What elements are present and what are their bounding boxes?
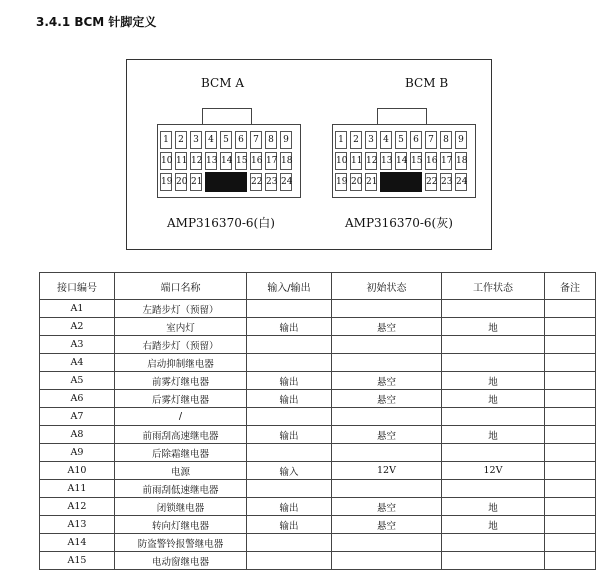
pin-16: 16 (250, 152, 262, 170)
connector-b-latch (377, 108, 427, 125)
cell-initial-state: 悬空 (332, 372, 442, 390)
pin-12: 12 (190, 152, 202, 170)
cell-pin-id: A12 (40, 498, 115, 516)
connector-a-body (157, 124, 301, 198)
table-row (40, 372, 596, 390)
table-row (40, 498, 596, 516)
cell-io: 输出 (247, 516, 332, 534)
pin-13: 13 (380, 152, 392, 170)
cell-port-name: 前雨刮低速继电器 (115, 480, 247, 498)
cell-port-name: 后雾灯继电器 (115, 390, 247, 408)
header-pin-id: 接口编号 (40, 273, 115, 300)
pin-8: 8 (440, 131, 452, 149)
cell-working-state (442, 300, 545, 318)
blocked-cavity (205, 172, 247, 192)
pin-10: 10 (335, 152, 347, 170)
pin-18: 18 (280, 152, 292, 170)
cell-working-state: 地 (442, 318, 545, 336)
cell-port-name: 室内灯 (115, 318, 247, 336)
pin-21: 21 (190, 173, 202, 191)
pin-24: 24 (280, 173, 292, 191)
connector-b-title: BCM B (405, 76, 449, 90)
cell-initial-state: 悬空 (332, 516, 442, 534)
section-title: 3.4.1 BCM 针脚定义 (36, 15, 157, 29)
table-row (40, 480, 596, 498)
cell-remarks (545, 318, 596, 336)
blocked-cavity (380, 172, 422, 192)
cell-port-name: 后除霜继电器 (115, 444, 247, 462)
cell-remarks (545, 390, 596, 408)
cell-io (247, 444, 332, 462)
cell-port-name: 电动窗继电器 (115, 552, 247, 570)
cell-pin-id: A8 (40, 426, 115, 444)
pin-22: 22 (250, 173, 262, 191)
cell-pin-id: A1 (40, 300, 115, 318)
cell-initial-state (332, 354, 442, 372)
table-row (40, 354, 596, 372)
pin-2: 2 (175, 131, 187, 149)
cell-remarks (545, 300, 596, 318)
pin-18: 18 (455, 152, 467, 170)
cell-port-name: / (115, 408, 247, 426)
cell-port-name: 闭锁继电器 (115, 498, 247, 516)
pin-17: 17 (440, 152, 452, 170)
cell-io: 输出 (247, 426, 332, 444)
pin-19: 19 (160, 173, 172, 191)
cell-initial-state (332, 300, 442, 318)
cell-io (247, 336, 332, 354)
pin-6: 6 (235, 131, 247, 149)
pin-20: 20 (350, 173, 362, 191)
pin-14: 14 (220, 152, 232, 170)
cell-working-state (442, 480, 545, 498)
table-row (40, 336, 596, 354)
cell-working-state (442, 408, 545, 426)
cell-working-state (442, 354, 545, 372)
pin-20: 20 (175, 173, 187, 191)
header-port-name: 端口名称 (115, 273, 247, 300)
cell-pin-id: A11 (40, 480, 115, 498)
cell-io (247, 354, 332, 372)
cell-port-name: 左踏步灯（预留） (115, 300, 247, 318)
pin-2: 2 (350, 131, 362, 149)
pin-24: 24 (455, 173, 467, 191)
cell-io: 输出 (247, 390, 332, 408)
pin-12: 12 (365, 152, 377, 170)
connector-a-title: BCM A (201, 76, 244, 90)
cell-initial-state (332, 552, 442, 570)
cell-working-state (442, 444, 545, 462)
cell-remarks (545, 480, 596, 498)
connector-b-body (332, 124, 476, 198)
header-io: 输入/输出 (247, 273, 332, 300)
pin-16: 16 (425, 152, 437, 170)
table-row (40, 462, 596, 480)
cell-port-name: 右踏步灯（预留） (115, 336, 247, 354)
cell-initial-state: 悬空 (332, 318, 442, 336)
cell-io: 输入 (247, 462, 332, 480)
table-row (40, 408, 596, 426)
cell-working-state (442, 336, 545, 354)
pin-1: 1 (160, 131, 172, 149)
cell-pin-id: A10 (40, 462, 115, 480)
pin-23: 23 (440, 173, 452, 191)
pin-13: 13 (205, 152, 217, 170)
cell-io (247, 300, 332, 318)
pin-4: 4 (380, 131, 392, 149)
pin-3: 3 (365, 131, 377, 149)
pin-14: 14 (395, 152, 407, 170)
cell-io (247, 408, 332, 426)
table-row (40, 552, 596, 570)
table-row (40, 444, 596, 462)
cell-remarks (545, 426, 596, 444)
cell-remarks (545, 552, 596, 570)
pin-17: 17 (265, 152, 277, 170)
pin-19: 19 (335, 173, 347, 191)
header-remarks: 备注 (545, 273, 596, 300)
pin-22: 22 (425, 173, 437, 191)
pin-15: 15 (410, 152, 422, 170)
cell-pin-id: A7 (40, 408, 115, 426)
cell-pin-id: A15 (40, 552, 115, 570)
cell-port-name: 防盗警铃报警继电器 (115, 534, 247, 552)
cell-io: 输出 (247, 318, 332, 336)
table-row (40, 318, 596, 336)
cell-pin-id: A5 (40, 372, 115, 390)
cell-io (247, 480, 332, 498)
pin-10: 10 (160, 152, 172, 170)
cell-remarks (545, 336, 596, 354)
cell-working-state: 地 (442, 516, 545, 534)
pin-5: 5 (220, 131, 232, 149)
cell-pin-id: A2 (40, 318, 115, 336)
pin-9: 9 (455, 131, 467, 149)
pin-definition-table (39, 272, 596, 570)
table-row (40, 426, 596, 444)
pin-6: 6 (410, 131, 422, 149)
cell-pin-id: A6 (40, 390, 115, 408)
header-initial-state: 初始状态 (332, 273, 442, 300)
pin-7: 7 (250, 131, 262, 149)
table-header-row (40, 273, 596, 300)
cell-initial-state (332, 408, 442, 426)
cell-port-name: 前雾灯继电器 (115, 372, 247, 390)
cell-initial-state (332, 480, 442, 498)
table-row (40, 516, 596, 534)
cell-pin-id: A9 (40, 444, 115, 462)
cell-pin-id: A4 (40, 354, 115, 372)
cell-remarks (545, 444, 596, 462)
pin-11: 11 (350, 152, 362, 170)
cell-working-state (442, 552, 545, 570)
cell-port-name: 启动抑制继电器 (115, 354, 247, 372)
cell-pin-id: A14 (40, 534, 115, 552)
cell-working-state: 地 (442, 498, 545, 516)
cell-remarks (545, 408, 596, 426)
cell-io (247, 534, 332, 552)
cell-remarks (545, 462, 596, 480)
cell-working-state: 地 (442, 372, 545, 390)
cell-port-name: 前雨刮高速继电器 (115, 426, 247, 444)
cell-remarks (545, 534, 596, 552)
pin-5: 5 (395, 131, 407, 149)
connector-a-latch (202, 108, 252, 125)
cell-working-state (442, 534, 545, 552)
cell-initial-state (332, 336, 442, 354)
cell-working-state: 地 (442, 390, 545, 408)
cell-working-state: 地 (442, 426, 545, 444)
cell-pin-id: A3 (40, 336, 115, 354)
cell-io: 输出 (247, 498, 332, 516)
cell-remarks (545, 354, 596, 372)
pin-9: 9 (280, 131, 292, 149)
connector-b-part-number: AMP316370-6(灰) (345, 216, 453, 230)
cell-initial-state: 悬空 (332, 390, 442, 408)
cell-working-state: 12V (442, 462, 545, 480)
pin-21: 21 (365, 173, 377, 191)
cell-port-name: 转向灯继电器 (115, 516, 247, 534)
pin-3: 3 (190, 131, 202, 149)
pin-1: 1 (335, 131, 347, 149)
cell-initial-state: 12V (332, 462, 442, 480)
pin-4: 4 (205, 131, 217, 149)
cell-initial-state: 悬空 (332, 426, 442, 444)
cell-remarks (545, 372, 596, 390)
cell-remarks (545, 516, 596, 534)
cell-io (247, 552, 332, 570)
pin-15: 15 (235, 152, 247, 170)
connector-diagram (126, 59, 492, 250)
cell-remarks (545, 498, 596, 516)
cell-initial-state (332, 534, 442, 552)
pin-11: 11 (175, 152, 187, 170)
cell-initial-state (332, 444, 442, 462)
pin-8: 8 (265, 131, 277, 149)
pin-23: 23 (265, 173, 277, 191)
header-working-state: 工作状态 (442, 273, 545, 300)
table-row (40, 390, 596, 408)
cell-port-name: 电源 (115, 462, 247, 480)
connector-a-part-number: AMP316370-6(白) (167, 216, 275, 230)
cell-io: 输出 (247, 372, 332, 390)
cell-pin-id: A13 (40, 516, 115, 534)
cell-initial-state: 悬空 (332, 498, 442, 516)
pin-7: 7 (425, 131, 437, 149)
table-row (40, 300, 596, 318)
table-row (40, 534, 596, 552)
